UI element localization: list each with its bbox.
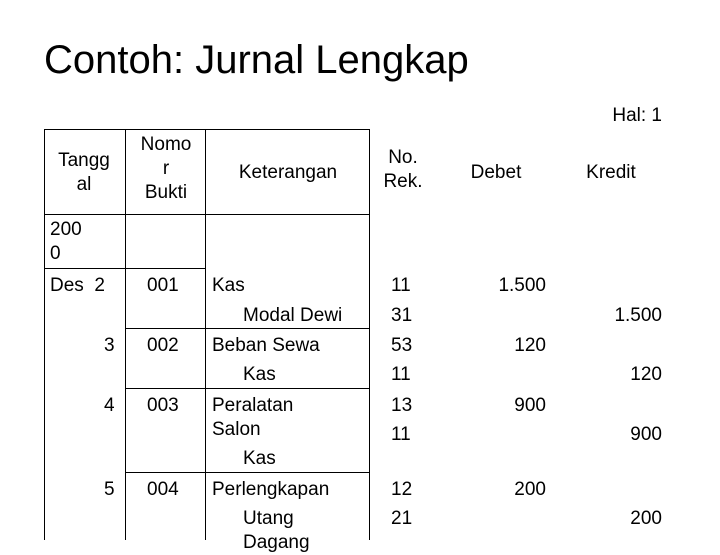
- day-cell: 5: [104, 479, 115, 500]
- row-divider-1: [125, 328, 206, 329]
- row-divider-3: [125, 472, 206, 473]
- kredit-amount-cell: 200: [630, 508, 662, 529]
- page-title: Contoh: Jurnal Lengkap: [44, 38, 469, 82]
- day-cell: 4: [104, 395, 115, 416]
- debet-amount-cell: 1.500: [498, 275, 546, 296]
- debit-rek-cell: 12: [391, 479, 413, 500]
- credit-rek-cell: 21: [391, 508, 413, 529]
- header-keterangan: Keterangan: [238, 162, 338, 183]
- kredit-amount-cell: 120: [630, 364, 662, 385]
- credit-account-cell: Kas: [243, 364, 276, 385]
- debit-account-cell: Perlengkapan: [212, 479, 330, 500]
- table-top-border: [44, 129, 370, 130]
- row-divider-2: [125, 388, 206, 389]
- header-nomor-bukti: Nomo r Bukti: [140, 134, 192, 203]
- credit-rek-cell: 11: [391, 424, 411, 445]
- debit-account-cell: Peralatan Salon: [212, 395, 294, 440]
- header-tanggal: Tangg al: [58, 150, 110, 195]
- kredit-amount-cell: 1.500: [614, 305, 662, 326]
- credit-rek-cell: 11: [391, 364, 411, 385]
- table-header-separator: [44, 214, 370, 215]
- header-kredit: Kredit: [586, 162, 636, 183]
- debet-amount-cell: 200: [514, 479, 546, 500]
- row-divider-keterangan-3: [205, 472, 370, 473]
- bukti-cell: 001: [147, 275, 179, 296]
- debit-account-cell: Kas: [212, 275, 245, 296]
- header-no-rek: No. Rek.: [383, 147, 423, 192]
- bukti-cell: 003: [147, 395, 179, 416]
- credit-account-cell: Kas: [243, 448, 276, 469]
- debit-rek-cell: 11: [391, 275, 411, 296]
- bukti-cell: 002: [147, 335, 179, 356]
- year-cell: 200 0: [50, 219, 82, 264]
- day-cell: 3: [104, 335, 115, 356]
- debit-rek-cell: 53: [391, 335, 413, 356]
- row-divider-year: [44, 268, 206, 269]
- kredit-amount-cell: 900: [630, 424, 662, 445]
- credit-account-cell: Utang Dagang: [243, 508, 310, 553]
- debet-amount-cell: 120: [514, 335, 546, 356]
- debit-rek-cell: 13: [391, 395, 413, 416]
- row-divider-keterangan-1: [205, 328, 370, 329]
- row-divider-keterangan-2: [205, 388, 370, 389]
- page-number-label: Hal: 1: [612, 105, 662, 126]
- header-debet: Debet: [470, 162, 522, 183]
- debet-amount-cell: 900: [514, 395, 546, 416]
- month-day-cell: Des 2: [50, 275, 105, 296]
- debit-account-cell: Beban Sewa: [212, 335, 320, 356]
- bukti-cell: 004: [147, 479, 179, 500]
- credit-account-cell: Modal Dewi: [243, 305, 343, 326]
- credit-rek-cell: 31: [391, 305, 413, 326]
